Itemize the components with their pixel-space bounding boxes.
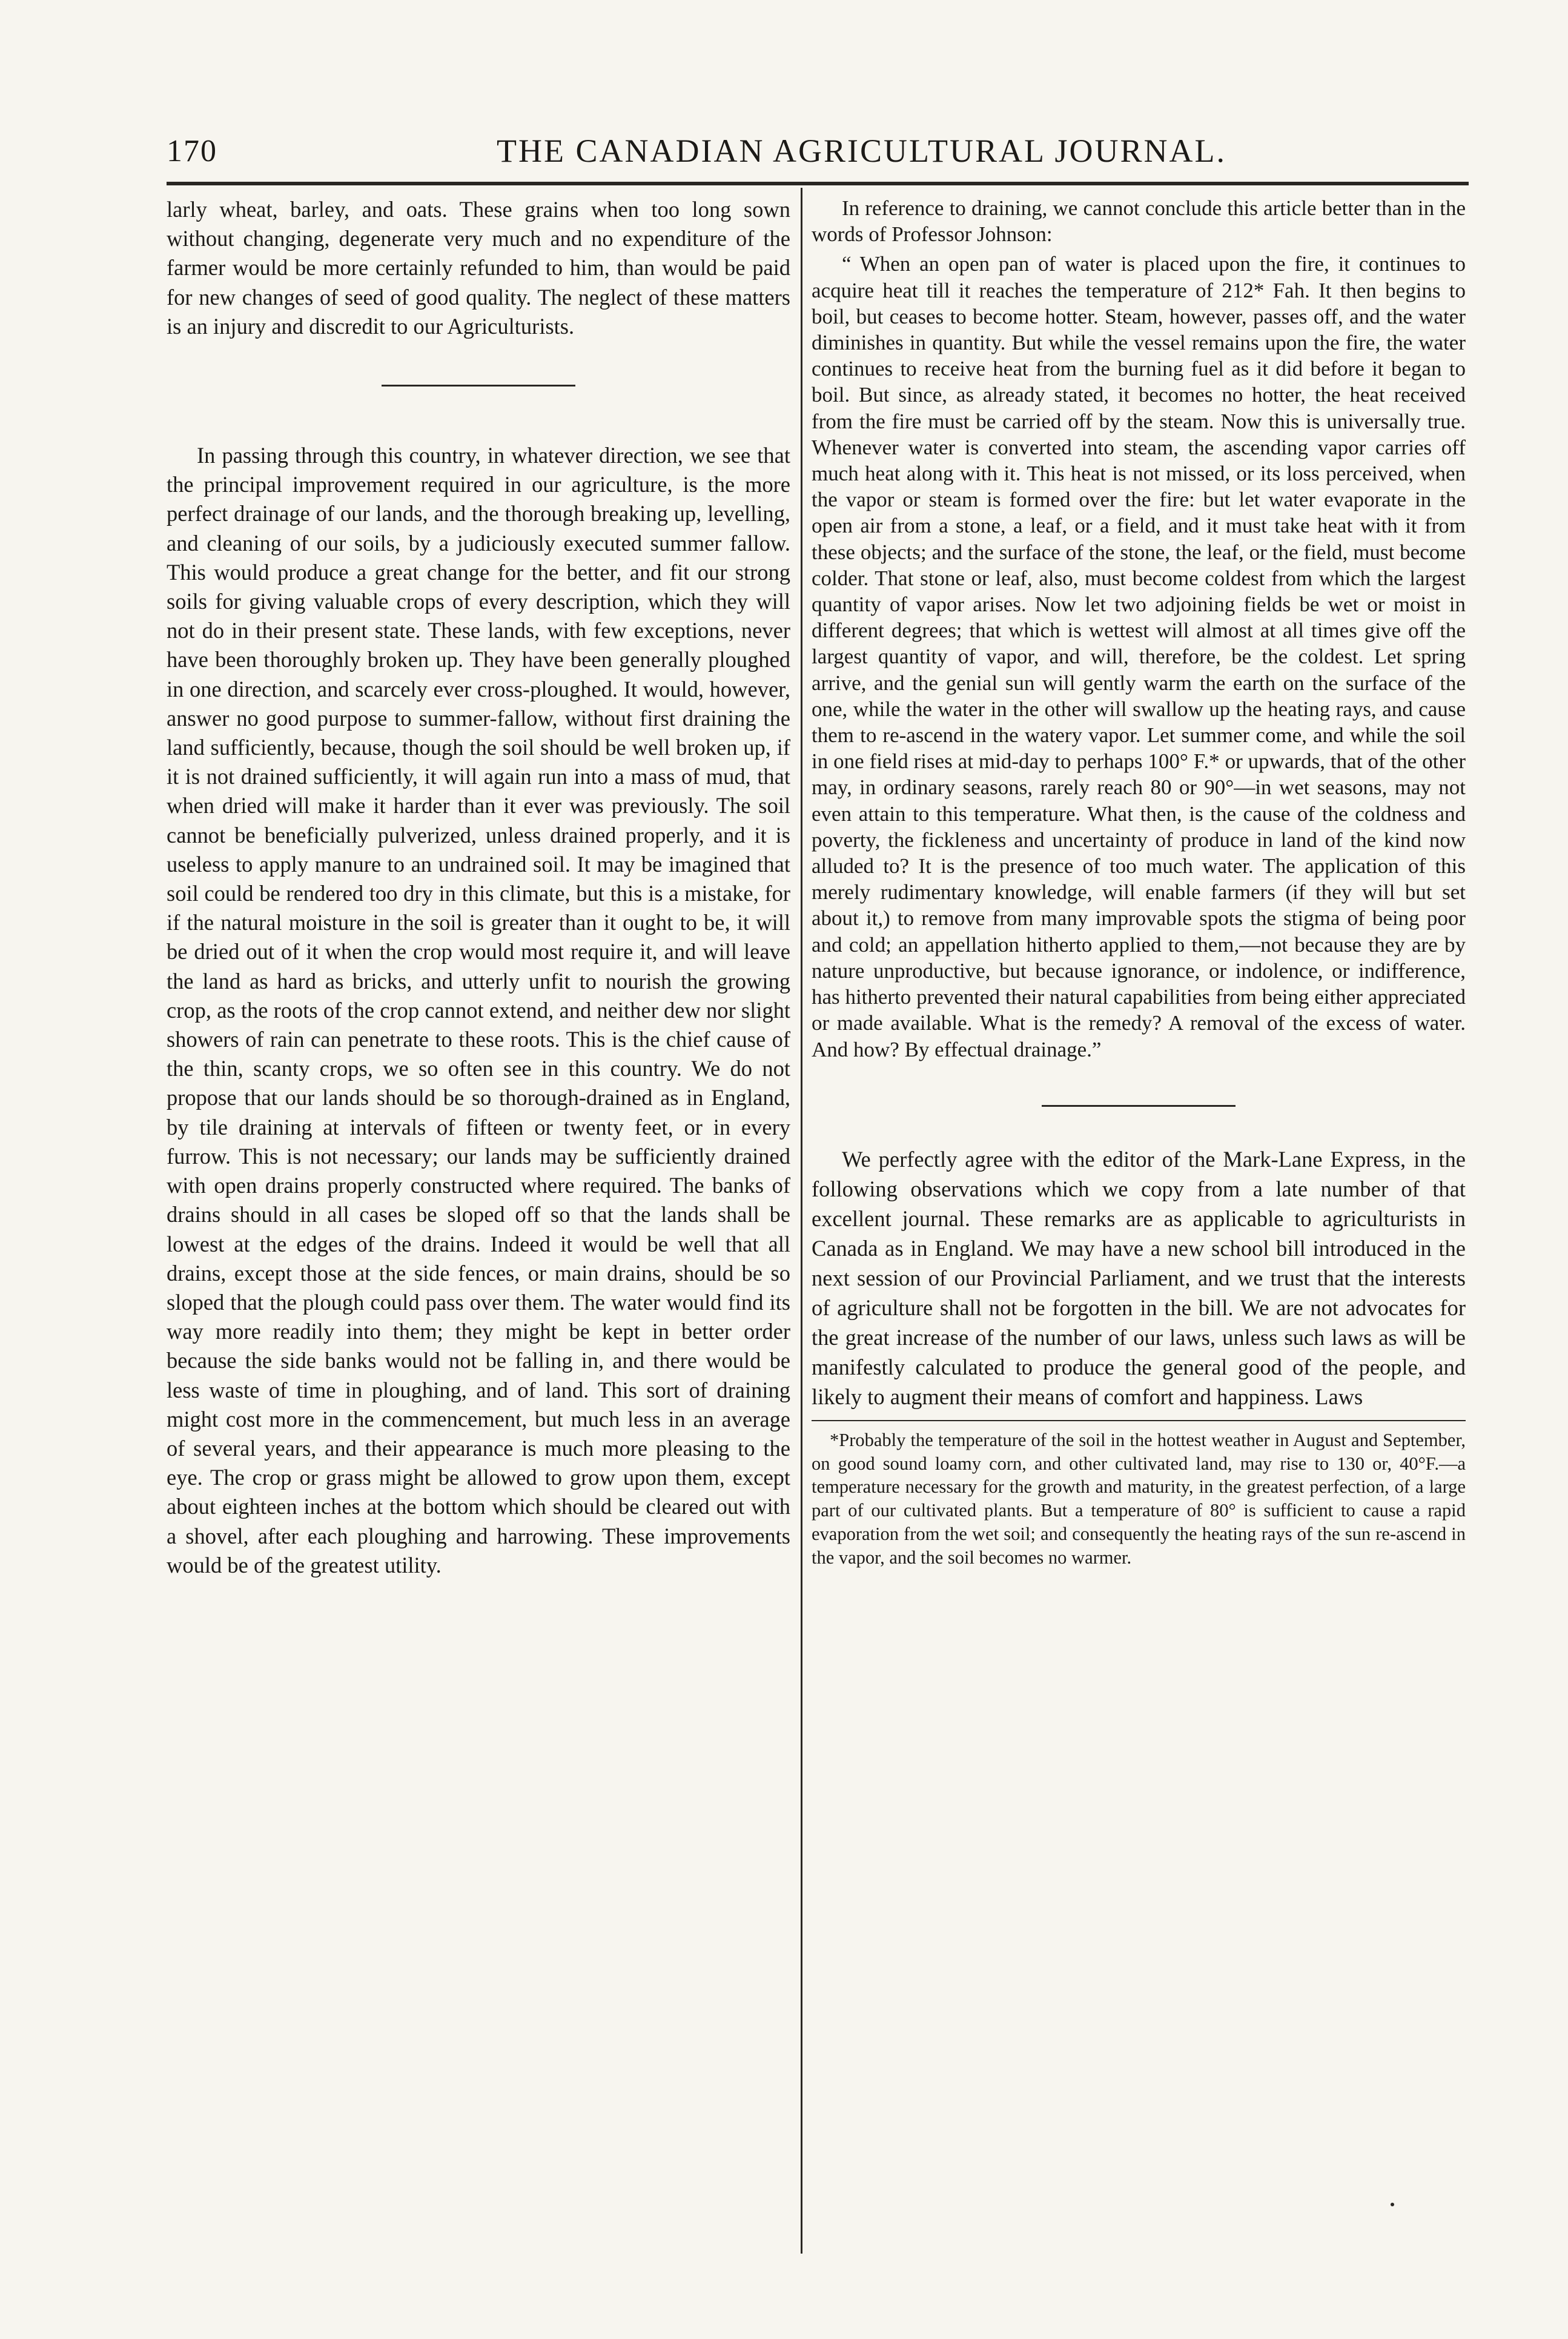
left-paragraph-drainage: In passing through this country, in whatever direction, we see that the principal improvement required in our agriculture, is the more perfect drainage of our lands, and the thorough breaking up, levelling, and cleaning of our soils, by a judiciously executed summer fallow. This would produce a great change for the better, and fit our strong soils for giving valuable crops of every description, which they will not do in their present state. These lands, with few exceptions, never have been thoroughly broken up. They have been generally ploughed in one direction, and scarcely ever cross-ploughed. It would, however, answer no good purpose to summer-fallow, without first draining the land sufficiently, because, though the soil should be well broken up, if it is not drained sufficiently, it will again run into a mass of mud, that when dried will make it harder than it ever was previously. The soil cannot be beneficially pulverized, unless drained properly, and it is useless to apply manure to an undrained soil. It may be imagined that soil could be rendered too dry in this climate, but this is a mistake, for if the natural moisture in the soil is greater than it ought to be, it will be dried out of it when the crop would most require it, and will leave the land as hard as bricks, and utterly unfit to nourish the growing crop, as the roots of the crop cannot extend, and neither dew nor slight showers of rain can penetrate to these roots. This is the chief cause of the thin, scanty crops, we so often see in this country. We do not propose that our lands should be so thorough-drained as in England, by tile draining at intervals of fifteen or twenty feet, or in every furrow. This is not necessary; our lands may be sufficiently drained with open drains properly constructed where required. The banks of drains should in all cases be sloped off so that the lands shall be lowest at the edges of the drains. Indeed it would be well that all drains, except those at the side fences, or main drains, should be so sloped that the plough could pass over them. The water would find its way more readily into them; they might be kept in better order because the side banks would not be falling in, and there would be less waste of time in ploughing, and of land. This sort of draining might cost more in the commencement, but much less in an average of several years, and their appearance is much more pleasing to the eye. The crop or grass might be allowed to grow upon them, except about eighteen inches at the bottom which should be cleared out with a shovel, after each ploughing and harrowing. These improvements would be of the greatest utility. — [167, 443, 790, 1578]
left-paragraph-continued: larly wheat, barley, and oats. These grains when too long sown without changing, degenerate very much and no expenditure of the farmer would be more certainly refunded to him, than would be paid for new changes of seed of good quality. The neglect of these matters is an injury and discredit to our Agriculturists. — [167, 197, 790, 339]
footnote-rule — [812, 1420, 1466, 1421]
right-intro-paragraph: In reference to draining, we cannot conclude this article better than in the words of Professor Johnson: — [812, 196, 1466, 247]
ink-dot — [1391, 2203, 1394, 2206]
running-title: THE CANADIAN AGRICULTURAL JOURNAL. — [497, 133, 1226, 169]
footnote: *Probably the temperature of the soil in the hottest weather in August and September, on good sound loamy corn, and other cultivated land, may rise to 130 or, 40°F.—a temperature necessary for the growth and maturity, in the greatest perfection, of a large part of our cultivated plants. But a temperature of 80° is sufficient to cause a rapid evaporation from the wet soil; and consequently the heating rays of the sun re-ascend in the vapor, and the soil becomes no warmer. — [812, 1429, 1466, 1568]
right-paragraph-mark-lane: We perfectly agree with the editor of the Mark-Lane Express, in the following observations which we copy from a late number of that excellent journal. These remarks are as applicable to agriculturists in Canada as in England. We may have a new school bill introduced in the next session of our Provincial Parliament, and we trust that the interests of agriculture shall not be forgotten in the bill. We are not advocates for the great increase of the number of our laws, unless such laws as will be manifestly calculated to produce the general good of the people, and likely to augment their means of comfort and happiness. Laws — [812, 1146, 1466, 1409]
section-separator-right — [1042, 1105, 1236, 1107]
header-rule — [167, 182, 1469, 185]
left-column — [167, 195, 790, 1580]
page-number: 170 — [167, 134, 217, 168]
right-column — [812, 195, 1466, 1569]
column-divider — [801, 188, 802, 2254]
johnson-quote: “ When an open pan of water is placed upon the fire, it continues to acquire heat till it reaches the temperature of 212* Fah. It then begins to boil, but ceases to become hotter. Steam, however, passes off, and the water diminishes in quantity. But while the vessel remains upon the fire, the water continues to receive heat from the burning fuel as it did before it began to boil. But since, as already stated, it becomes no hotter, the heat received from the fire must be carried off by the steam. Now this is universally true. Whenever water is converted into steam, the ascending vapor carries off much heat along with it. This heat is not missed, or its loss perceived, when the vapor or steam is formed over the fire: but let water evaporate in the open air from a stone, a leaf, or a field, and it must take heat with it from these objects; and the surface of the stone, the leaf, or the field, must become colder. That stone or leaf, also, must become coldest from which the largest quantity of vapor arises. Now let two adjoining fields be wet or moist in different degrees; that which is wettest will almost at all times give off the largest quantity of vapor, and will, therefore, be the coldest. Let spring arrive, and the genial sun will gently warm the earth on the surface of the one, while the water in the other will swallow up the heating rays, and cause them to re-ascend in the watery vapor. Let summer come, and while the soil in one field rises at mid-day to perhaps 100° F.* or upwards, that of the other may, in ordinary seasons, rarely reach 80 or 90°—in wet seasons, may not even attain to this temperature. What then, is the cause of the coldness and poverty, the fickleness and uncertainty of produce in land of the kind now alluded to? It is the presence of too much water. The application of this merely rudimentary knowledge, will enable farmers (if they will but set about it,) to remove from many improvable spots the stigma of being poor and cold; an appellation hitherto applied to them,—not because they are by nature unproductive, but because ignorance, or indolence, or indifference, has hitherto prevented their natural capabilities from being either appreciated or made available. What is the remedy? A removal of the excess of water. And how? By effectual drainage.” — [812, 252, 1466, 1061]
section-separator-left — [382, 385, 575, 387]
